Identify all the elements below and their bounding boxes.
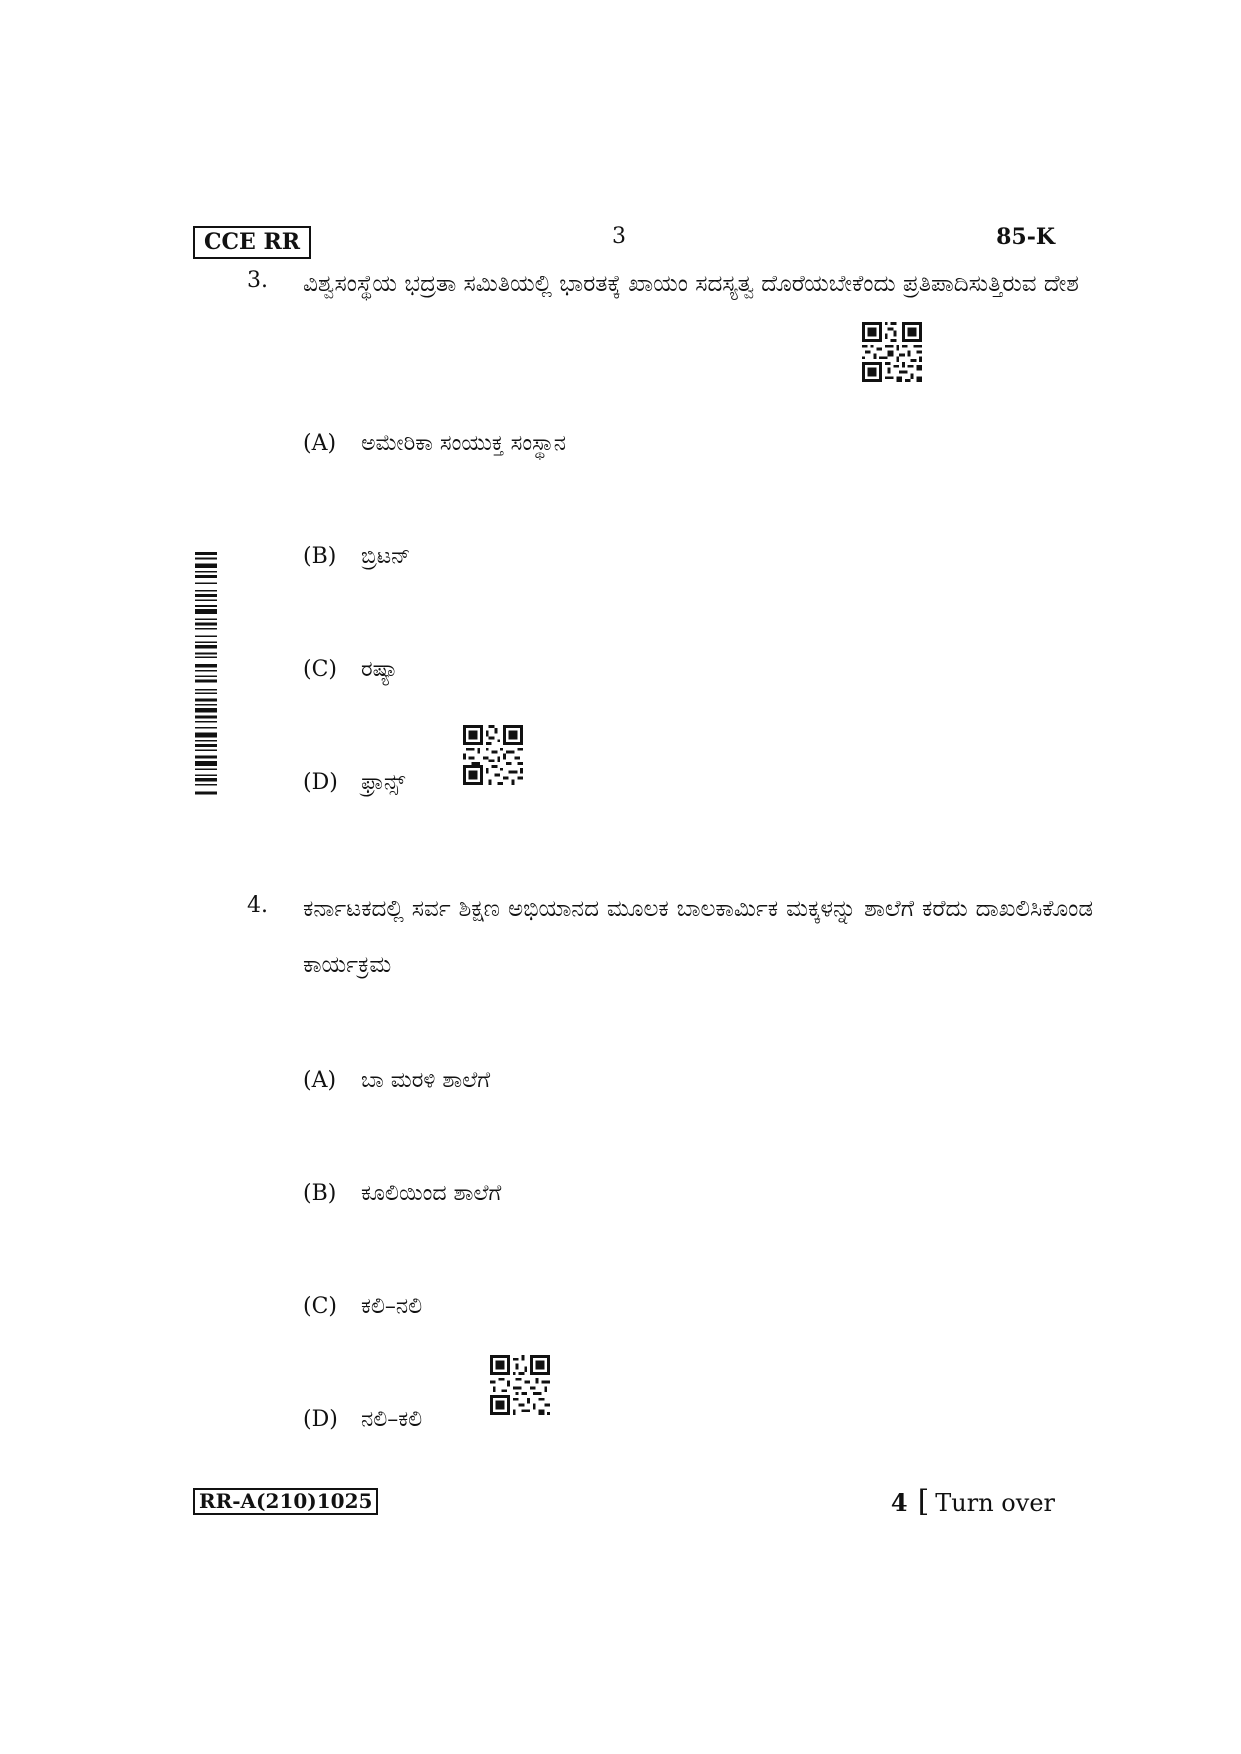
header-code-box: CCE RR bbox=[193, 226, 311, 259]
page-number: 3 bbox=[612, 224, 626, 249]
option-text: ಫ್ರಾನ್ಸ್ bbox=[361, 770, 406, 795]
option-text: ರಷ್ಯಾ bbox=[361, 657, 399, 682]
footer-code-box: RR-A(210)1025 bbox=[193, 1488, 378, 1515]
option-label: (A) bbox=[303, 1068, 337, 1093]
question-number: 3. bbox=[247, 268, 268, 293]
turn-over-text: Turn over bbox=[935, 1489, 1055, 1517]
option-label: (B) bbox=[303, 1181, 337, 1206]
option-text: ಅಮೇರಿಕಾ ಸಂಯುಕ್ತ ಸಂಸ್ಥಾನ bbox=[361, 431, 566, 456]
option-B bbox=[303, 544, 410, 569]
qr-code-icon bbox=[862, 322, 922, 382]
question-number: 4. bbox=[247, 893, 268, 918]
option-A bbox=[303, 1068, 490, 1093]
bracket: [ bbox=[917, 1484, 930, 1519]
option-text: ಬ್ರಿಟನ್ bbox=[361, 544, 411, 569]
option-D bbox=[303, 1407, 422, 1432]
option-text: ಕಲಿ–ನಲಿ bbox=[361, 1294, 423, 1319]
option-text: ಬಾ ಮರಳಿ ಶಾಲೆಗೆ bbox=[361, 1068, 491, 1093]
option-label: (C) bbox=[303, 1294, 337, 1319]
question-text: ಕರ್ನಾಟಕದಲ್ಲಿ ಸರ್ವ ಶಿಕ್ಷಣ ಅಭಿಯಾನದ ಮೂಲಕ ಬಾಲಕಾರ್ಮಿಕ ಮಕ್ಕಳನ್ನು ಶಾಲೆಗೆ ಕರೆದು ದಾಖಲಿಸಿಕೊಂಡ ಕಾರ್ಯಕ್ರಮ bbox=[303, 896, 1093, 978]
option-text: ನಲಿ–ಕಲಿ bbox=[361, 1407, 423, 1432]
option-A bbox=[303, 431, 566, 456]
option-label: (D) bbox=[303, 770, 338, 795]
option-D bbox=[303, 770, 405, 795]
qr-code-icon bbox=[463, 725, 523, 785]
option-text: ಕೂಲಿಯಿಂದ ಶಾಲೆಗೆ bbox=[361, 1181, 502, 1206]
barcode-icon bbox=[195, 552, 217, 870]
option-label: (C) bbox=[303, 657, 337, 682]
option-B bbox=[303, 1181, 501, 1206]
option-label: (D) bbox=[303, 1407, 338, 1432]
qr-code-icon bbox=[490, 1355, 550, 1415]
question-text: ವಿಶ್ವಸಂಸ್ಥೆಯ ಭದ್ರತಾ ಸಮಿತಿಯಲ್ಲಿ ಭಾರತಕ್ಕೆ ಖಾಯಂ ಸದಸ್ಯತ್ವ ದೊರೆಯಬೇಕೆಂದು ಪ್ರತಿಪಾದಿಸುತ್ತಿರುವ ದೇಶ bbox=[303, 271, 1079, 297]
paper-code: 85-K bbox=[996, 224, 1055, 250]
footer-turn-over bbox=[891, 1484, 1055, 1519]
next-page-number: 4 bbox=[890, 1488, 908, 1517]
option-C bbox=[303, 1294, 422, 1319]
option-C bbox=[303, 657, 398, 682]
option-label: (A) bbox=[303, 431, 337, 456]
option-label: (B) bbox=[303, 544, 337, 569]
